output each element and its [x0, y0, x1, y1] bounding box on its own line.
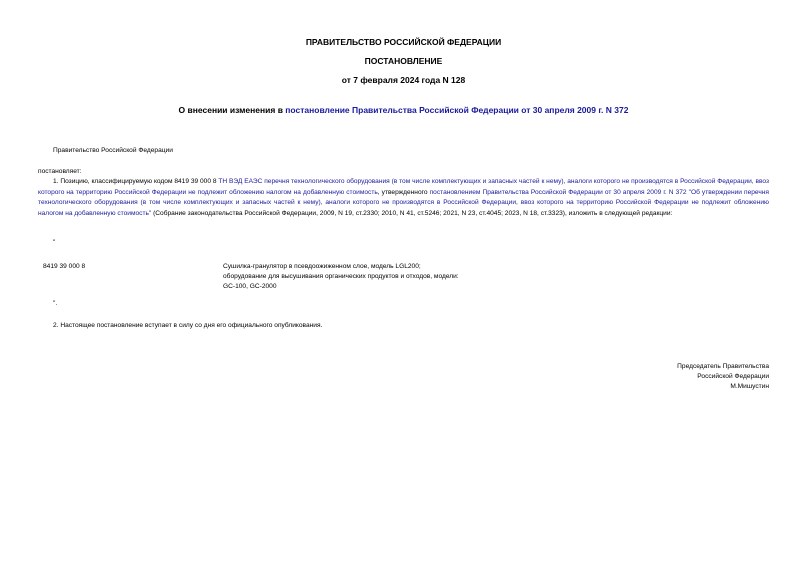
doc-type-heading: ПОСТАНОВЛЕНИЕ: [364, 56, 443, 66]
para1-link-decree[interactable]: постановлением Правительства Российской Федерации от 30 апреля 2009 г. N 372 "Об утверждении перечня технологического оборудования (в том числе комплектующих и запасных частей к нему), аналоги которого не производятся в Российской Федерации, ввоз которого на территорию Российской Федерации не подлежит обложению налогом на добавленную стоимость": [38, 188, 769, 217]
government-heading: ПРАВИТЕЛЬСТВО РОССИЙСКОЙ ФЕДЕРАЦИИ: [305, 37, 502, 47]
position-code: 8419 39 000 8: [43, 263, 86, 270]
para1-link-tnved[interactable]: ТН ВЭД ЕАЭС перечня технологического оборудования (в том числе комплектующих и запасных частей к нему), аналоги которого не производятся в Российской Федерации, ввоз которого на территорию Российской Федерации не подлежит обложению налогом на добавленную стоимость: [38, 178, 769, 196]
para1-text-a: 1. Позицию, классифицируемую кодом 8419 39 000 8: [53, 178, 219, 185]
document-title: [0, 105, 807, 115]
date-number-heading: от 7 февраля 2024 года N 128: [341, 75, 466, 85]
signature-line-1: Председатель Правительства: [677, 363, 769, 370]
signature-line-2: Российской Федерации: [697, 373, 769, 380]
title-link[interactable]: постановление Правительства Российской Федерации от 30 апреля 2009 г. N 372: [285, 105, 629, 115]
title-prefix: О внесении изменения в: [178, 105, 286, 115]
decree-line: постановляет:: [38, 168, 82, 175]
desc-line-1: Сушилка-гранулятор в псевдоожиженном слое, модель LGL200;: [223, 263, 421, 270]
desc-line-3: GC-100, GC-2000: [223, 283, 277, 290]
quote-open: ": [53, 239, 56, 246]
signature-block: [677, 362, 769, 392]
para1-text-b: , утвержденного: [377, 188, 430, 196]
paragraph-1: [38, 177, 769, 219]
government-line: Правительство Российской Федерации: [53, 147, 173, 154]
desc-line-2: оборудование для высушивания органических продуктов и отходов, модели:: [223, 273, 459, 280]
signature-line-3: М.Мишустин: [730, 383, 769, 390]
position-description: [223, 262, 523, 292]
quote-close: ".: [53, 300, 58, 307]
paragraph-2: 2. Настоящее постановление вступает в силу со дня его официального опубликования.: [53, 322, 323, 329]
para1-text-c: (Собрание законодательства Российской Федерации, 2009, N 19, ст.2330; 2010, N 41, ст.5246; 2021, N 23, ст.4045; 2023, N 18, ст.3323), изложить в следующей редакции:: [151, 209, 673, 217]
